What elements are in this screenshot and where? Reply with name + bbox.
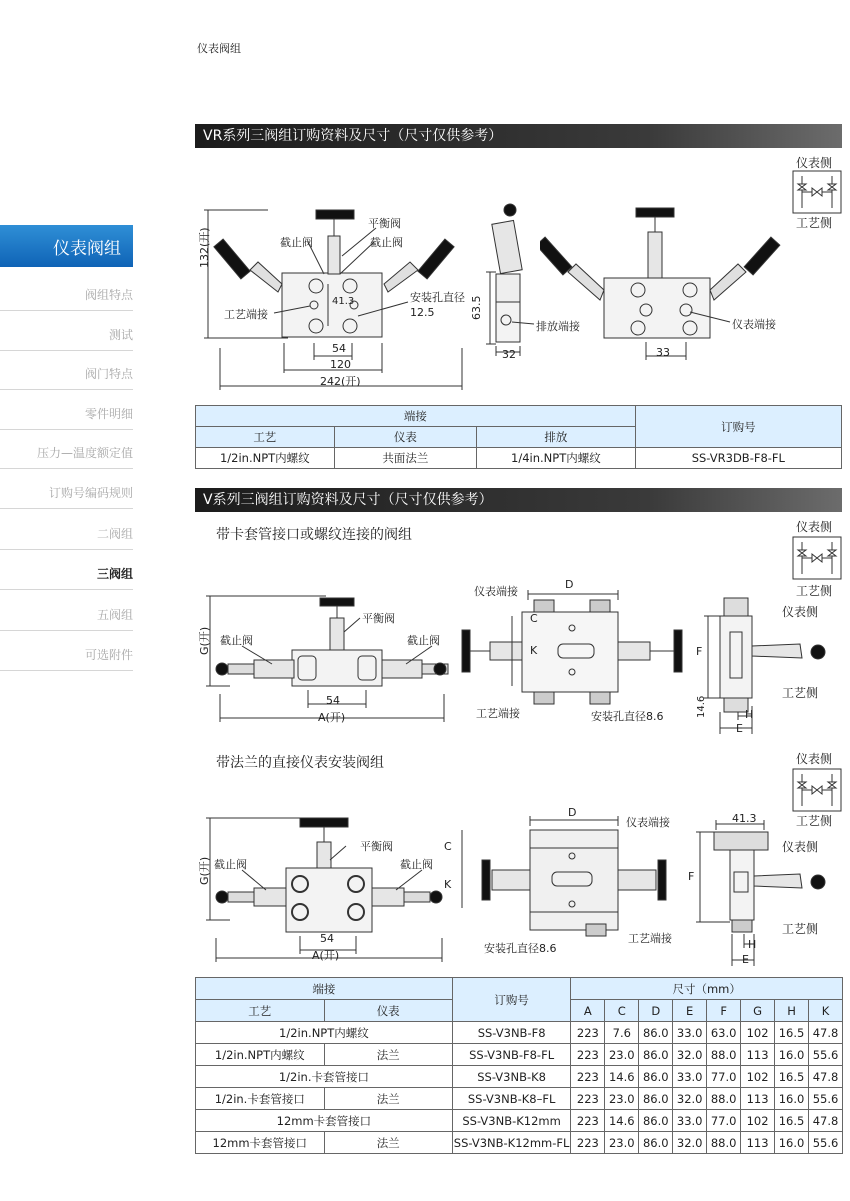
subsection-title-1: 带卡套管接口或螺纹连接的阀组: [216, 527, 412, 543]
vr-order-table: [195, 405, 842, 469]
label-process-side-2: 工艺侧: [782, 922, 819, 936]
label-balance-valve: 平衡阀: [362, 612, 395, 625]
dim-14-6: 14.6: [696, 695, 707, 718]
sidebar-item-test[interactable]: 测试: [0, 312, 133, 351]
sidebar-item-features[interactable]: 阀组特点: [0, 272, 133, 311]
label-balance-valve: 平衡阀: [368, 217, 401, 230]
table-header-instrument: 仪表: [324, 1000, 452, 1022]
label-instrument-port: 仪表端接: [732, 318, 776, 331]
cell-dim-e: 33.0: [673, 1022, 707, 1044]
cell-dim-c: 23.0: [605, 1132, 639, 1154]
cell-order-no: SS-V3NB-F8: [452, 1022, 571, 1044]
table-row: [196, 1088, 843, 1110]
cell-order-no: SS-V3NB-K8–FL: [452, 1088, 571, 1110]
cell-dim-a: 223: [571, 1088, 605, 1110]
table-header-process: 工艺: [196, 1000, 325, 1022]
cell-dim-c: 23.0: [605, 1088, 639, 1110]
v-order-table: [195, 977, 843, 1154]
dim-e: E: [736, 722, 743, 735]
cell-dim-f: 63.0: [707, 1022, 741, 1044]
cell-process: 12mm卡套管接口: [196, 1132, 325, 1154]
label-process-port-2: 工艺端接: [476, 707, 520, 720]
cell-order-no: SS-V3NB-K8: [452, 1066, 571, 1088]
label-stop-valve-left-2: 截止阀: [214, 858, 247, 871]
cell-order-no: SS-VR3DB-F8-FL: [635, 448, 841, 469]
cell-dim-k: 55.6: [809, 1044, 843, 1066]
sidebar-active-item[interactable]: 仪表阀组: [0, 225, 133, 267]
dim-k-2: K: [444, 878, 452, 891]
symbol-top-label: 仪表侧: [796, 752, 833, 766]
dim-132: 132(开): [198, 227, 211, 268]
label-process-side: 工艺侧: [782, 686, 819, 700]
cell-dim-h: 16.0: [775, 1132, 809, 1154]
dim-41-3-b: 41.3: [732, 812, 757, 825]
table-header-order-no: 订购号: [635, 406, 841, 448]
dim-a-open-2: A(开): [312, 949, 340, 962]
cell-order-no: SS-V3NB-K12mm-FL: [452, 1132, 571, 1154]
dim-e-2: E: [742, 953, 749, 966]
table-row: [196, 448, 842, 469]
cell-dim-k: 55.6: [809, 1132, 843, 1154]
page-header-title: 仪表阀组: [197, 42, 241, 55]
table-header-dim-d: D: [639, 1000, 673, 1022]
label-instrument-side: 仪表侧: [782, 605, 819, 619]
dim-c: C: [530, 612, 538, 625]
cell-dim-c: 7.6: [605, 1022, 639, 1044]
table-row: [196, 1022, 843, 1044]
table-header-dim-g: G: [741, 1000, 775, 1022]
dim-63-5: 63.5: [470, 295, 483, 320]
dim-f: F: [696, 645, 703, 658]
sidebar-item-accessories[interactable]: 可选附件: [0, 632, 133, 671]
cell-instrument: 法兰: [324, 1132, 452, 1154]
cell-dim-c: 23.0: [605, 1044, 639, 1066]
table-header-process: 工艺: [196, 427, 335, 448]
table-header-dim-e: E: [673, 1000, 707, 1022]
dim-h: H: [745, 708, 754, 721]
dim-a-open: A(开): [318, 711, 346, 724]
cell-dim-h: 16.5: [775, 1110, 809, 1132]
section-bar-v: V系列三阀组订购资料及尺寸（尺寸仅供参考）: [195, 488, 842, 512]
sidebar-item-valve-features[interactable]: 阀门特点: [0, 351, 133, 390]
dim-54: 54: [332, 342, 346, 355]
dim-c-2: C: [444, 840, 452, 853]
cell-dim-k: 47.8: [809, 1022, 843, 1044]
cell-dim-a: 223: [571, 1110, 605, 1132]
valve-symbol-1: [792, 154, 842, 230]
label-stop-valve-left: 截止阀: [280, 236, 313, 249]
label-mount-hole: 安装孔直径12.5: [410, 291, 465, 319]
sidebar-item-five-valve[interactable]: 五阀组: [0, 592, 133, 631]
cell-drain: 1/4in.NPT内螺纹: [477, 448, 636, 469]
table-header-order-no: 订购号: [452, 978, 571, 1022]
dim-h-2: H: [748, 938, 757, 951]
vr-back-view-drawing: [540, 202, 790, 362]
cell-process: 1/2in.NPT内螺纹: [196, 1044, 325, 1066]
cell-dim-f: 88.0: [707, 1044, 741, 1066]
cell-process: 1/2in.卡套管接口: [196, 1088, 325, 1110]
label-process-port-3: 工艺端接: [628, 932, 672, 945]
table-header-dim-h: H: [775, 1000, 809, 1022]
cell-instrument: 法兰: [324, 1044, 452, 1066]
sidebar-item-order-code[interactable]: 订购号编码规则: [0, 470, 133, 509]
symbol-bottom-label: 工艺侧: [796, 814, 833, 828]
dim-f-2: F: [688, 870, 695, 883]
section-bar-vr: VR系列三阀组订购资料及尺寸（尺寸仅供参考）: [195, 124, 842, 148]
label-instrument-side-2: 仪表侧: [782, 840, 819, 854]
sidebar-item-pressure-temp[interactable]: 压力—温度额定值: [0, 430, 133, 469]
table-row: [196, 1044, 843, 1066]
table-header-drain: 排放: [477, 427, 636, 448]
cell-dim-f: 88.0: [707, 1088, 741, 1110]
cell-process: 1/2in.卡套管接口: [196, 1066, 453, 1088]
v-flange-side-drawing: [690, 810, 835, 970]
cell-instrument: 共面法兰: [334, 448, 476, 469]
three-valve-schematic-icon: [792, 170, 842, 214]
cell-dim-e: 32.0: [673, 1044, 707, 1066]
sidebar-item-three-valve[interactable]: 三阀组: [0, 551, 133, 590]
table-header-ports: 端接: [196, 406, 636, 427]
cell-dim-g: 102: [741, 1022, 775, 1044]
cell-dim-d: 86.0: [639, 1044, 673, 1066]
dim-54-2: 54: [320, 932, 334, 945]
cell-dim-g: 113: [741, 1132, 775, 1154]
cell-dim-k: 55.6: [809, 1088, 843, 1110]
cell-dim-f: 77.0: [707, 1066, 741, 1088]
dim-g-open-2: G(开): [198, 856, 211, 885]
dim-33: 33: [656, 346, 670, 359]
dim-120: 120: [330, 358, 351, 371]
table-row: [196, 1132, 843, 1154]
cell-dim-a: 223: [571, 1066, 605, 1088]
cell-dim-h: 16.5: [775, 1022, 809, 1044]
cell-dim-g: 102: [741, 1110, 775, 1132]
cell-dim-c: 14.6: [605, 1066, 639, 1088]
label-balance-valve-2: 平衡阀: [360, 840, 393, 853]
cell-dim-h: 16.5: [775, 1066, 809, 1088]
label-drain-port: 排放端接: [536, 320, 580, 333]
cell-process: 12mm卡套管接口: [196, 1110, 453, 1132]
dim-41-3: 41.3: [332, 296, 355, 307]
cell-process: 1/2in.NPT内螺纹: [196, 448, 335, 469]
symbol-bottom-label: 工艺侧: [796, 584, 833, 598]
cell-dim-a: 223: [571, 1022, 605, 1044]
cell-order-no: SS-V3NB-K12mm: [452, 1110, 571, 1132]
cell-dim-h: 16.0: [775, 1044, 809, 1066]
label-stop-valve-right: 截止阀: [407, 634, 440, 647]
cell-dim-e: 33.0: [673, 1110, 707, 1132]
cell-dim-c: 14.6: [605, 1110, 639, 1132]
cell-dim-e: 33.0: [673, 1066, 707, 1088]
three-valve-schematic-icon: [792, 768, 842, 812]
dim-d: D: [565, 578, 574, 591]
cell-dim-g: 113: [741, 1088, 775, 1110]
table-header-dim-k: K: [809, 1000, 843, 1022]
sidebar-item-parts[interactable]: 零件明细: [0, 391, 133, 430]
table-row: [196, 1066, 843, 1088]
cell-dim-k: 47.8: [809, 1066, 843, 1088]
symbol-top-label: 仪表侧: [796, 520, 833, 534]
subsection-title-2: 带法兰的直接仪表安装阀组: [216, 755, 384, 771]
table-header-ports: 端接: [196, 978, 453, 1000]
cell-order-no: SS-V3NB-F8-FL: [452, 1044, 571, 1066]
vr-side-view-drawing: [482, 202, 542, 362]
label-mount-hole-3: 安装孔直径8.6: [484, 942, 557, 955]
label-stop-valve-right: 截止阀: [370, 236, 403, 249]
cell-dim-g: 102: [741, 1066, 775, 1088]
v-threaded-top-drawing: [456, 586, 688, 716]
table-header-dimensions: 尺寸（mm）: [571, 978, 843, 1000]
table-row: [196, 1110, 843, 1132]
cell-dim-f: 88.0: [707, 1132, 741, 1154]
table-header-dim-a: A: [571, 1000, 605, 1022]
label-mount-hole-2: 安装孔直径8.6: [591, 710, 664, 723]
cell-dim-e: 32.0: [673, 1088, 707, 1110]
sidebar-item-two-valve[interactable]: 二阀组: [0, 511, 133, 550]
label-instrument-port-3: 仪表端接: [626, 816, 670, 829]
cell-dim-g: 113: [741, 1044, 775, 1066]
cell-dim-d: 86.0: [639, 1022, 673, 1044]
cell-dim-f: 77.0: [707, 1110, 741, 1132]
dim-32: 32: [502, 348, 516, 361]
valve-symbol-2: [792, 518, 842, 596]
label-process-port: 工艺端接: [224, 308, 268, 321]
cell-process: 1/2in.NPT内螺纹: [196, 1022, 453, 1044]
label-stop-valve-left: 截止阀: [220, 634, 253, 647]
label-instrument-port-2: 仪表端接: [474, 585, 518, 598]
table-header-dim-c: C: [605, 1000, 639, 1022]
cell-instrument: 法兰: [324, 1088, 452, 1110]
cell-dim-h: 16.0: [775, 1088, 809, 1110]
cell-dim-e: 32.0: [673, 1132, 707, 1154]
dim-54: 54: [326, 694, 340, 707]
table-header-dim-f: F: [707, 1000, 741, 1022]
symbol-bottom-label: 工艺侧: [796, 216, 833, 230]
cell-dim-k: 47.8: [809, 1110, 843, 1132]
dim-g-open: G(开): [198, 626, 211, 655]
label-stop-valve-right-2: 截止阀: [400, 858, 433, 871]
table-header-instrument: 仪表: [334, 427, 476, 448]
symbol-top-label: 仪表侧: [796, 156, 833, 170]
dim-d-2: D: [568, 806, 577, 819]
dim-k: K: [530, 644, 538, 657]
three-valve-schematic-icon: [792, 536, 842, 580]
cell-dim-d: 86.0: [639, 1132, 673, 1154]
cell-dim-d: 86.0: [639, 1088, 673, 1110]
cell-dim-a: 223: [571, 1132, 605, 1154]
cell-dim-d: 86.0: [639, 1066, 673, 1088]
cell-dim-d: 86.0: [639, 1110, 673, 1132]
dim-242: 242(开): [320, 375, 361, 388]
cell-dim-a: 223: [571, 1044, 605, 1066]
